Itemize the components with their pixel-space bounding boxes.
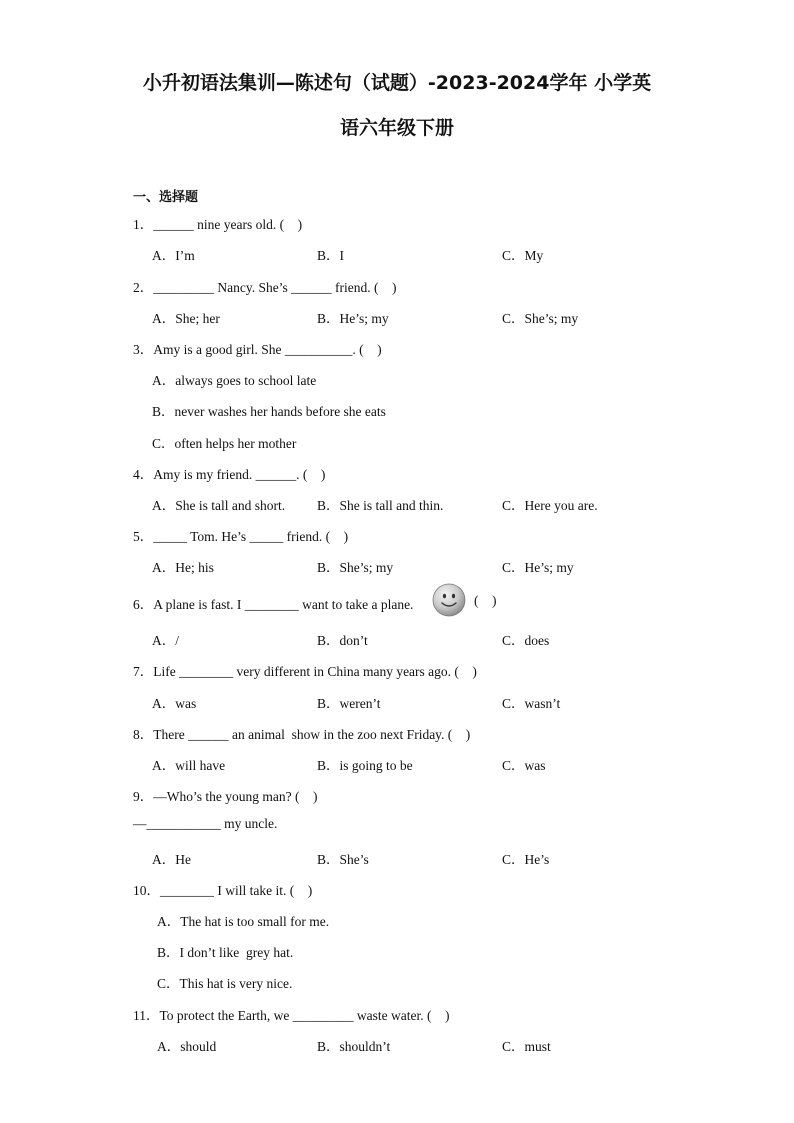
question-5-option-c[interactable]: C．He’s; my (502, 560, 574, 575)
question-11-stem: 11．To protect the Earth, we _________ waste water. ( ) (133, 1008, 450, 1023)
question-1-option-b[interactable]: B．I (317, 248, 344, 263)
page-title-line-1: 小升初语法集训—陈述句（试题）-2023-2024学年 小学英 (142, 72, 652, 94)
question-2-option-a[interactable]: A．She; her (152, 311, 220, 326)
question-6-option-c[interactable]: C．does (502, 633, 550, 648)
question-6-option-b[interactable]: B．don’t (317, 633, 368, 648)
question-8-stem: 8．There ______ an animal show in the zoo next Friday. ( ) (133, 727, 471, 742)
question-11-option-a[interactable]: A．should (157, 1039, 217, 1054)
question-11-option-b[interactable]: B．shouldn’t (317, 1039, 391, 1054)
question-1-option-a[interactable]: A．I’m (152, 248, 195, 263)
page-title-line-2: 语六年级下册 (339, 117, 454, 139)
question-4-option-a[interactable]: A．She is tall and short. (152, 498, 286, 513)
question-2-stem: 2．_________ Nancy. She’s ______ friend. ( ) (133, 280, 397, 295)
question-5-option-a[interactable]: A．He; his (152, 560, 214, 575)
question-10-option-c[interactable]: C．This hat is very nice. (157, 976, 293, 991)
question-8-option-b[interactable]: B．is going to be (317, 758, 413, 773)
question-3-option-a[interactable]: A．always goes to school late (152, 373, 317, 388)
question-5-option-b[interactable]: B．She’s; my (317, 560, 394, 575)
question-4-option-c[interactable]: C．Here you are. (502, 498, 598, 513)
question-9-option-c[interactable]: C．He’s (502, 852, 550, 867)
question-7-stem: 7．Life ________ very different in China many years ago. ( ) (133, 664, 477, 679)
question-11-option-c[interactable]: C．must (502, 1039, 551, 1054)
question-2-option-b[interactable]: B．He’s; my (317, 311, 389, 326)
question-1-option-c[interactable]: C．My (502, 248, 544, 263)
question-9-response-line: —___________ my uncle. (133, 816, 278, 831)
question-7-option-b[interactable]: B．weren’t (317, 696, 381, 711)
question-4-stem: 4．Amy is my friend. ______. ( ) (133, 467, 326, 482)
question-10-stem: 10．________ I will take it. ( ) (133, 883, 313, 898)
question-6-stem: 6．A plane is fast. I ________ want to take a plane. (133, 597, 414, 612)
question-3-option-c[interactable]: C．often helps her mother (152, 436, 297, 451)
question-9-stem: 9．—Who’s the young man? ( ) (133, 789, 318, 804)
question-10-option-a[interactable]: A．The hat is too small for me. (157, 914, 330, 929)
question-8-option-a[interactable]: A．will have (152, 758, 226, 773)
smiley-face-icon (432, 583, 466, 617)
question-9-option-b[interactable]: B．She’s (317, 852, 369, 867)
question-8-option-c[interactable]: C．was (502, 758, 546, 773)
question-2-option-c[interactable]: C．She’s; my (502, 311, 579, 326)
question-9-option-a[interactable]: A．He (152, 852, 191, 867)
question-3-stem: 3．Amy is a good girl. She __________. ( ) (133, 342, 382, 357)
question-6-option-a[interactable]: A．/ (152, 633, 179, 648)
question-6-answer-blank: ( ) (474, 593, 497, 608)
question-10-option-b[interactable]: B．I don’t like grey hat. (157, 945, 294, 960)
question-5-stem: 5．_____ Tom. He’s _____ friend. ( ) (133, 529, 349, 544)
question-7-option-c[interactable]: C．wasn’t (502, 696, 561, 711)
section-heading: 一、选择题 (133, 190, 199, 205)
question-7-option-a[interactable]: A．was (152, 696, 197, 711)
question-4-option-b[interactable]: B．She is tall and thin. (317, 498, 444, 513)
question-3-option-b[interactable]: B．never washes her hands before she eats (152, 404, 386, 419)
question-1-stem: 1．______ nine years old. ( ) (133, 217, 303, 232)
